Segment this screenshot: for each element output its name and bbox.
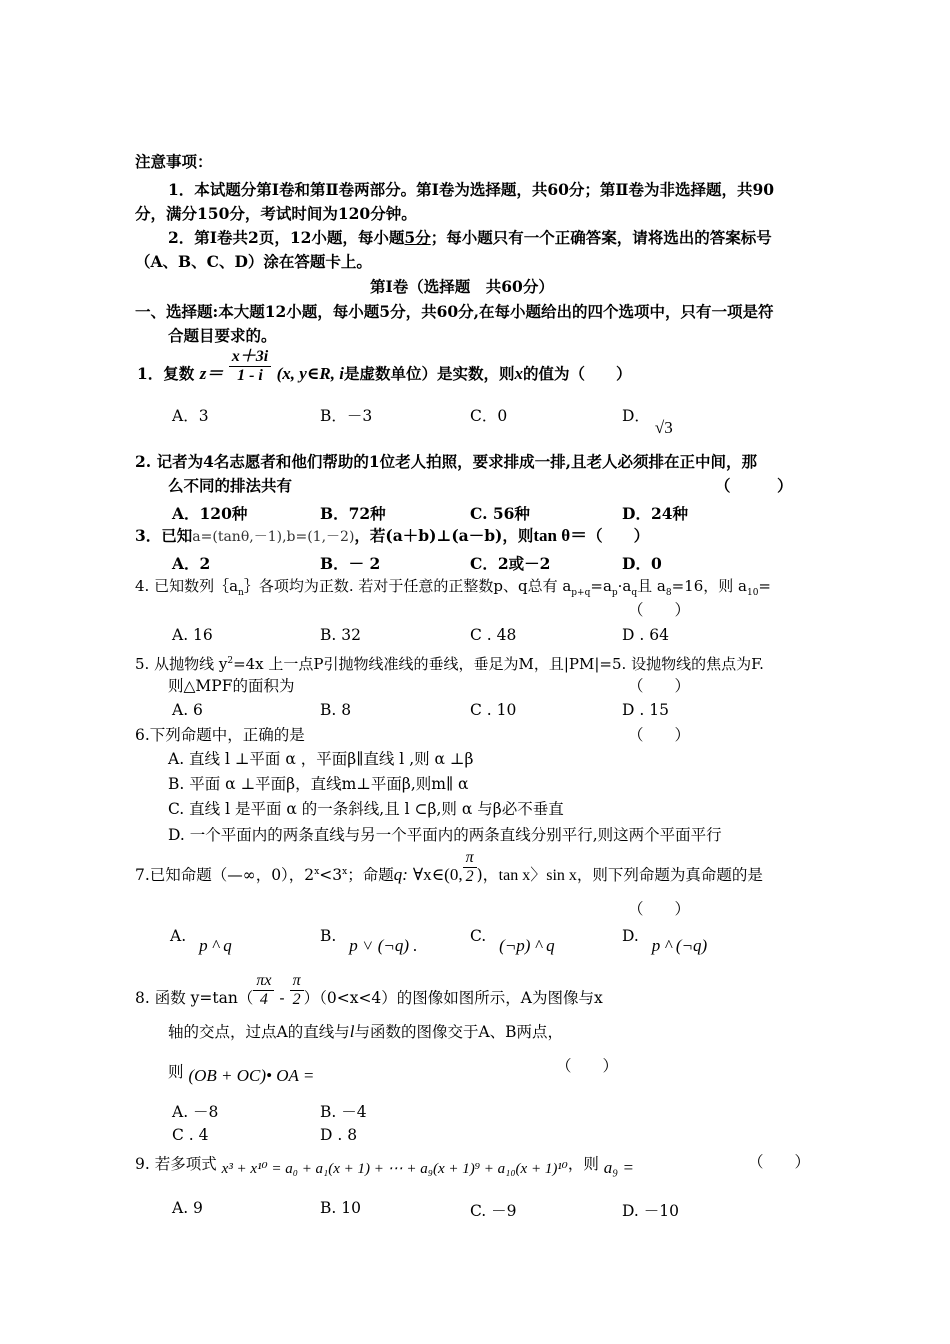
q5-option-a[interactable]: A. 6 [172, 701, 203, 719]
q7-option-c[interactable]: C. (¬p) ^ q [470, 927, 555, 955]
q4-answer-paren: （ ） [628, 601, 691, 619]
q6-answer-paren: （ ） [628, 726, 691, 744]
q9-option-b[interactable]: B. 10 [320, 1199, 361, 1217]
notes-line-2b: （A、B、C、D）涂在答题卡上。 [135, 252, 372, 271]
notes-line-2a: 2．第Ⅰ卷共2页，12小题，每小题5分；每小题只有一个正确答案，请将选出的答案标号 [168, 228, 772, 247]
q8-answer-paren: （ ） [556, 1057, 619, 1075]
q1-option-d[interactable]: D． √3 [622, 407, 673, 437]
q3-option-c[interactable]: C．2或－2 [470, 554, 551, 573]
q6-option-a[interactable]: A. 直线 l ⊥平面 α ，平面β∥直线 l ,则 α ⊥β [168, 750, 474, 768]
question-8: 8. 函数 y=tan（ $\frac{\pi x}{4}$ - $\frac{\pi}{2}$ ）（0<x<4）的图像如图所示，A为图像与x [135, 971, 603, 1008]
q3-option-d[interactable]: D．0 [622, 554, 662, 573]
q4-option-b[interactable]: B. 32 [320, 626, 361, 644]
fraction: $\frac{\pi x}{4}$ [253, 972, 274, 1009]
fraction: $\frac{\pi}{2}$ [290, 972, 304, 1009]
sqrt-three: √3 [654, 418, 673, 437]
q3-option-a[interactable]: A．2 [172, 554, 211, 573]
question-7: 7.已知命题（—∞，0），$2^x<3^x$；命题q: ∀x∈(0, $\frac{\pi}{2}$ )，tan x〉sin x，则下列命题为真命题的是 [135, 848, 763, 885]
q5-option-d[interactable]: D . 15 [622, 701, 669, 719]
q1-option-c[interactable]: C．0 [470, 407, 508, 425]
notes-line-1b: 分，满分150分，考试时间为120分钟。 [135, 204, 417, 223]
q5-option-b[interactable]: B. 8 [320, 701, 352, 719]
q2-option-a[interactable]: A．120种 [172, 504, 248, 523]
fraction: $\frac{x+3i}{1 - i}$ [229, 348, 271, 385]
q6-option-c[interactable]: C. 直线 l 是平面 α 的一条斜线,且 l ⊂β,则 α 与β必不垂直 [168, 800, 564, 818]
q4-option-a[interactable]: A. 16 [172, 626, 213, 644]
q7-option-d[interactable]: D. p ^ (¬q) [622, 927, 708, 955]
q5-answer-paren: （ ） [628, 677, 691, 695]
q9-option-c[interactable]: C. －9 [470, 1202, 517, 1220]
vector-expression: (OB + OC)• OA = [188, 1066, 315, 1085]
q6-option-d[interactable]: D. 一个平面内的两条直线与另一个平面内的两条直线分别平行,则这两个平面平行 [168, 826, 722, 844]
q1-option-b[interactable]: B．－3 [320, 407, 373, 425]
q5-option-c[interactable]: C . 10 [470, 701, 517, 719]
fraction: $\frac{\pi}{2}$ [463, 849, 477, 886]
question-1: 1．复数 z＝ $\frac{x+3i}{1 - i}$ (x, y∈R, i是虚数单位）是实数，则x的值为（ ） [137, 347, 632, 384]
q8-line-2: 轴的交点，过点A的直线与l与函数的图像交于A、B两点， [168, 1022, 564, 1041]
q8-option-d[interactable]: D . 8 [320, 1126, 358, 1144]
q8-line-3: 则 (OB + OC)• OA = [168, 1063, 315, 1085]
q7-answer-paren: （ ） [628, 900, 691, 918]
q4-option-d[interactable]: D . 64 [622, 626, 669, 644]
part1-line-1: 一、选择题:本大题12小题，每小题5分，共60分,在每小题给出的四个选项中，只有一项是符 [135, 302, 774, 321]
notes-line-1a: 1．本试题分第Ⅰ卷和第Ⅱ卷两部分。第Ⅰ卷为选择题，共60分；第Ⅱ卷为非选择题，共90 [168, 180, 775, 199]
q6-line-1: 6.下列命题中，正确的是 [135, 726, 305, 744]
q2-answer-paren: （ ） [715, 476, 793, 495]
polynomial-expression: x³ + x¹⁰ = a₀ + a₁(x + 1) + ⋯ + a₉(x + 1)⁹ + a₁₀(x + 1)¹⁰ [221, 1161, 568, 1177]
q5-line-2: 则△MPF的面积为 [168, 677, 295, 695]
q2-option-d[interactable]: D．24种 [622, 504, 689, 523]
q2-line-1: 2. 记者为4名志愿者和他们帮助的1位老人拍照，要求排成一排,且老人必须排在正中间，那 [135, 452, 758, 471]
q2-line-2: 么不同的排法共有 [168, 476, 293, 495]
q6-option-b[interactable]: B. 平面 α ⊥平面β，直线m⊥平面β,则m∥ α [168, 775, 469, 793]
notes-title: 注意事项： [135, 152, 213, 171]
question-4: 4. 已知数列$\{a_n\}$各项均为正数. 若对于任意的正整数p、q总有 $a_{p+q}=a_p\cdot a_q$且 $a_8=16$，则 $a_{10}=$ [135, 577, 771, 598]
q8-option-a[interactable]: A. －8 [172, 1103, 219, 1121]
q9-answer-paren: （ ） [748, 1153, 811, 1171]
q9-option-d[interactable]: D. －10 [622, 1202, 679, 1220]
question-3: 3．已知a=(tanθ,－1),b=(1,－2)，若(a＋b)⊥(a－b)，则tan θ＝（ ） [135, 526, 650, 545]
q8-option-c[interactable]: C . 4 [172, 1126, 209, 1144]
q8-option-b[interactable]: B. －4 [320, 1103, 367, 1121]
q2-option-c[interactable]: C. 56种 [470, 504, 530, 523]
q3-option-b[interactable]: B．－ 2 [320, 554, 381, 573]
q9-option-a[interactable]: A. 9 [172, 1199, 203, 1217]
q4-option-c[interactable]: C . 48 [470, 626, 517, 644]
q5-line-1: 5. 从抛物线 $y^2=4x$ 上一点P引抛物线准线的垂线，垂足为M，且|PM|=5. 设抛物线的焦点为F. [135, 655, 764, 673]
q7-option-b[interactable]: B. p ˅ (¬q) . [320, 927, 418, 955]
question-9: 9. 若多项式 x³ + x¹⁰ = a₀ + a₁(x + 1) + ⋯ + a₉(x + 1)⁹ + a₁₀(x + 1)¹⁰，则 a₉ = [135, 1155, 634, 1177]
section-title: 第Ⅰ卷（选择题 共60分） [370, 277, 554, 296]
part1-line-2: 合题目要求的。 [168, 326, 277, 345]
q7-option-a[interactable]: A. p ^ q [170, 927, 232, 955]
q1-option-a[interactable]: A．3 [172, 407, 209, 425]
q2-option-b[interactable]: B．72种 [320, 504, 386, 523]
